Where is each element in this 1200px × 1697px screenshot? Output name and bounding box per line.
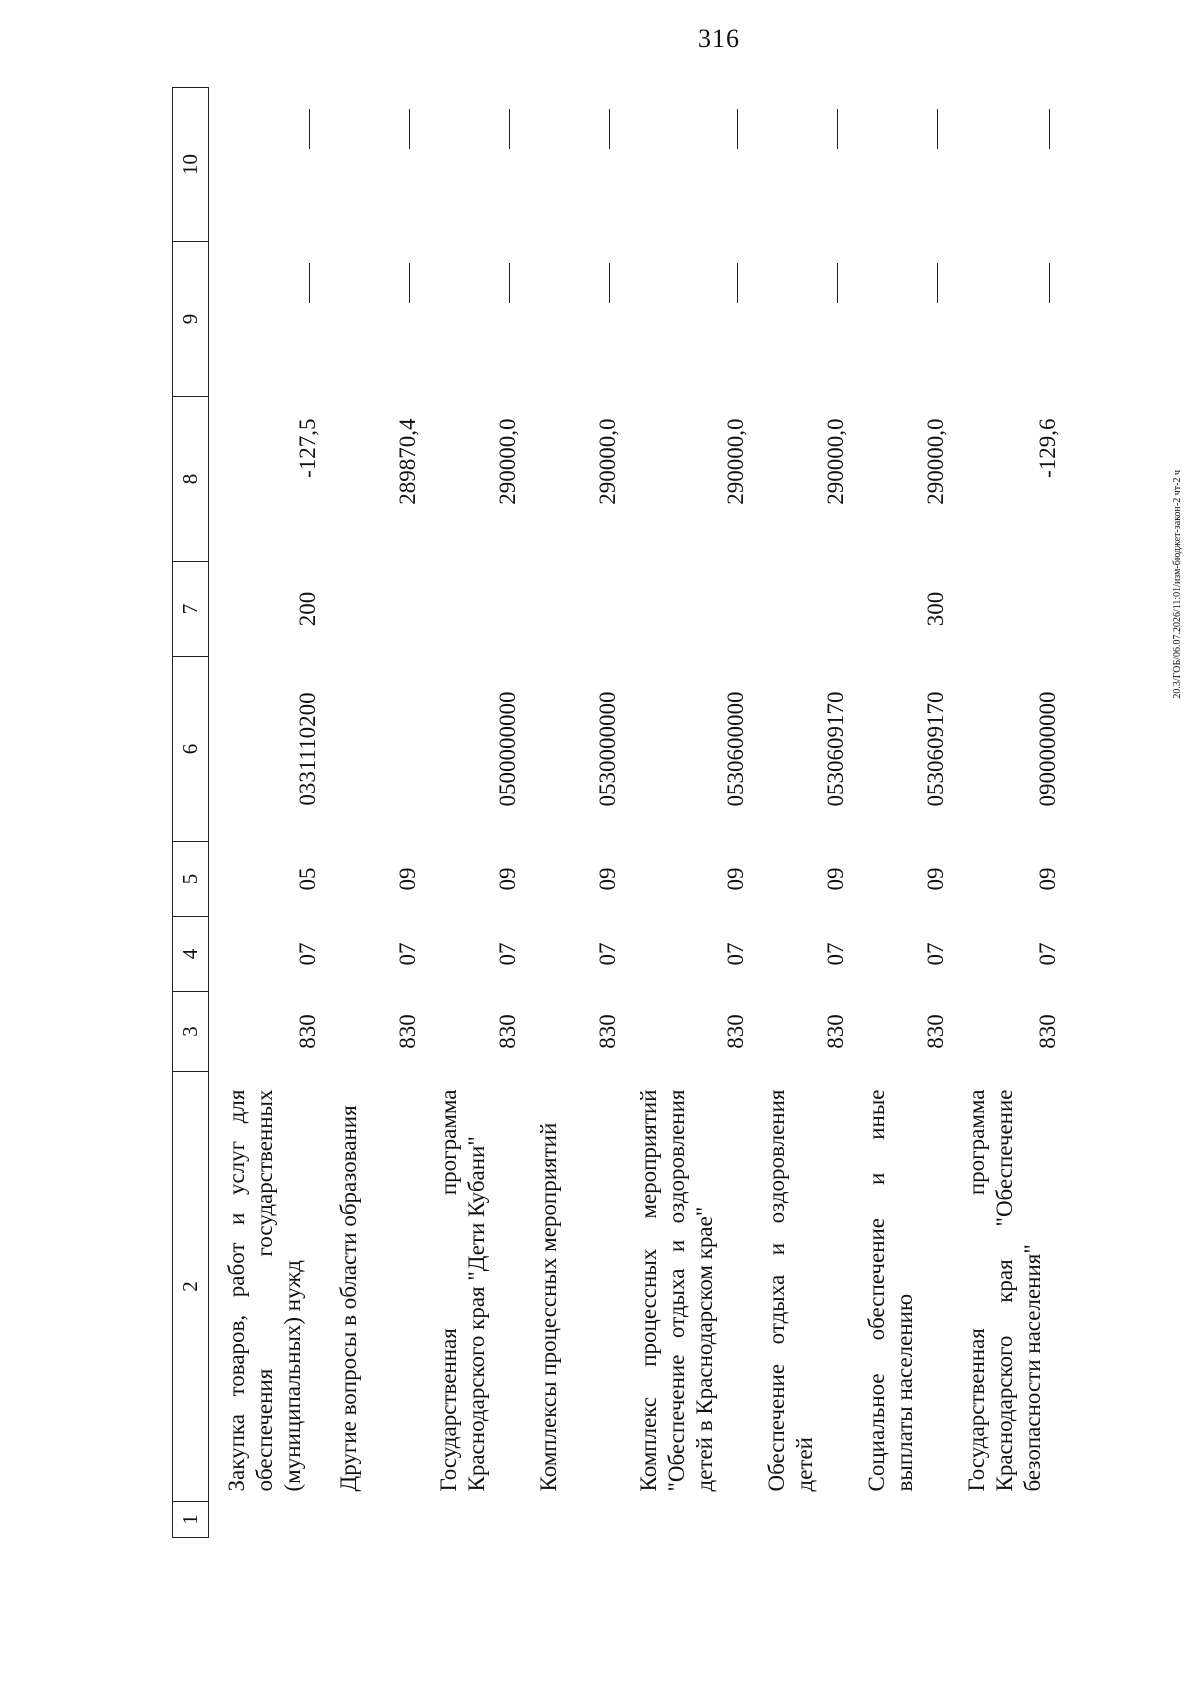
value-cell: 290000,0 — [494, 418, 520, 505]
dash-cell — [521, 88, 621, 242]
value-cell: 830 — [594, 1014, 620, 1049]
header-cell: 7 — [173, 562, 209, 657]
value-cell: 830 — [722, 1014, 748, 1049]
dash-cell — [749, 242, 849, 397]
value-cell: 07 — [494, 942, 520, 966]
value-cell: 830 — [822, 1014, 848, 1049]
header-cell: 6 — [173, 657, 209, 842]
dash-mark — [509, 110, 510, 150]
row-number-cell — [521, 1502, 621, 1538]
dash-cell — [521, 242, 621, 397]
table-row — [749, 88, 849, 1538]
dash-cell — [621, 242, 749, 397]
value-cell: 09 — [822, 867, 848, 891]
value-cell: 0530000000 — [594, 691, 620, 807]
value-cell: 0331110200 — [294, 692, 320, 806]
dash-mark — [737, 264, 738, 304]
value-cell: 09 — [394, 867, 420, 891]
item-name-cell: Другие вопросы в области образования — [335, 1105, 361, 1492]
footer-reference-text: 20.3/ГОБ/06.07.2026/11:01/изм-бюджет-закон-2 чт-2 ч — [1172, 470, 1183, 699]
value-cell — [749, 562, 849, 657]
dash-cell — [421, 88, 521, 242]
row-number-cell — [749, 1502, 849, 1538]
header-cell: 3 — [173, 992, 209, 1072]
value-cell: 0530609170 — [922, 691, 948, 807]
table-row — [621, 88, 749, 1538]
rotated-table-container — [172, 88, 1132, 1538]
value-cell: 07 — [722, 942, 748, 966]
footer-reference — [1172, 470, 1182, 990]
dash-cell — [849, 88, 949, 242]
row-number-cell — [209, 1502, 321, 1538]
dash-cell — [321, 88, 421, 242]
value-cell: -127,5 — [294, 418, 320, 478]
value-cell: 05 — [294, 867, 320, 891]
row-number-cell — [321, 1502, 421, 1538]
value-cell: 830 — [494, 1014, 520, 1049]
value-cell: 830 — [394, 1014, 420, 1049]
row-number-cell — [849, 1502, 949, 1538]
value-cell: 200 — [294, 591, 320, 627]
dash-mark — [409, 110, 410, 150]
value-cell: 0500000000 — [494, 691, 520, 807]
value-cell: 0530609170 — [822, 691, 848, 807]
value-cell: 289870,4 — [394, 418, 420, 505]
value-cell: 07 — [1034, 942, 1060, 966]
value-cell: 290000,0 — [594, 418, 620, 505]
dash-mark — [1049, 110, 1050, 150]
row-number-cell — [421, 1502, 521, 1538]
header-cell: 5 — [173, 842, 209, 917]
item-name-cell: Закупка товаров, работ и услуг для обеспечения государственных (муниципальных) нужд — [224, 1089, 305, 1492]
item-name-cell: Комплекс процессных мероприятий "Обеспечение отдыха и оздоровления детей в Краснодарском крае" — [635, 1089, 717, 1492]
value-cell — [321, 657, 421, 842]
header-cell: 9 — [173, 242, 209, 397]
value-cell — [521, 562, 621, 657]
header-cell: 4 — [173, 917, 209, 992]
table-row — [849, 88, 949, 1538]
dash-cell — [321, 242, 421, 397]
dash-mark — [1049, 264, 1050, 304]
header-cell: 1 — [173, 1502, 209, 1538]
value-cell — [621, 562, 749, 657]
value-cell: 830 — [922, 1014, 948, 1049]
dash-cell — [621, 88, 749, 242]
dash-cell — [849, 242, 949, 397]
value-cell: 300 — [922, 591, 948, 627]
value-cell: 830 — [1034, 1014, 1060, 1049]
table-header-row — [173, 88, 209, 1538]
table-row — [421, 88, 521, 1538]
item-name-cell: Государственная программа Краснодарского края "Обеспечение безопасности населения" — [963, 1089, 1045, 1492]
value-cell — [949, 562, 1061, 657]
value-cell: 09 — [1034, 867, 1060, 891]
value-cell: 290000,0 — [922, 418, 948, 505]
dash-mark — [837, 264, 838, 304]
value-cell: 09 — [722, 867, 748, 891]
dash-mark — [609, 110, 610, 150]
dash-mark — [409, 264, 410, 304]
item-name-cell: Обеспечение отдыха и оздоровления детей — [763, 1089, 817, 1492]
row-number-cell — [621, 1502, 749, 1538]
dash-mark — [837, 110, 838, 150]
page-number: 316 — [698, 24, 740, 53]
table-row — [521, 88, 621, 1538]
table-row — [949, 88, 1061, 1538]
row-number-cell — [949, 1502, 1061, 1538]
dash-cell — [749, 88, 849, 242]
value-cell: 830 — [294, 1014, 320, 1049]
value-cell — [421, 562, 521, 657]
dash-mark — [937, 110, 938, 150]
value-cell: 07 — [294, 942, 320, 966]
item-name-cell: Комплексы процессных мероприятий — [535, 1122, 561, 1492]
dash-mark — [937, 264, 938, 304]
table-row — [209, 88, 321, 1538]
value-cell — [321, 562, 421, 657]
value-cell: 09 — [494, 867, 520, 891]
value-cell: 07 — [822, 942, 848, 966]
value-cell: 07 — [922, 942, 948, 966]
table-row — [321, 88, 421, 1538]
value-cell: 09 — [922, 867, 948, 891]
dash-cell — [949, 242, 1061, 397]
budget-table — [172, 87, 1061, 1538]
item-name-cell: Государственная программа Краснодарского края "Дети Кубани" — [435, 1089, 489, 1492]
dash-mark — [309, 110, 310, 150]
dash-cell — [949, 88, 1061, 242]
value-cell: 290000,0 — [722, 418, 748, 505]
header-cell: 10 — [173, 88, 209, 242]
item-name-cell: Социальное обеспечение и иные выплаты населению — [863, 1089, 917, 1492]
header-cell: 2 — [173, 1072, 209, 1502]
value-cell: 0530600000 — [722, 691, 748, 807]
value-cell: 09 — [594, 867, 620, 891]
value-cell: 07 — [594, 942, 620, 966]
dash-mark — [509, 264, 510, 304]
value-cell: 07 — [394, 942, 420, 966]
value-cell: -129,6 — [1034, 418, 1060, 478]
header-cell: 8 — [173, 397, 209, 562]
dash-mark — [737, 110, 738, 150]
value-cell: 0900000000 — [1034, 691, 1060, 807]
dash-cell — [421, 242, 521, 397]
dash-cell — [209, 242, 321, 397]
dash-mark — [309, 264, 310, 304]
dash-mark — [609, 264, 610, 304]
value-cell: 290000,0 — [822, 418, 848, 505]
dash-cell — [209, 88, 321, 242]
